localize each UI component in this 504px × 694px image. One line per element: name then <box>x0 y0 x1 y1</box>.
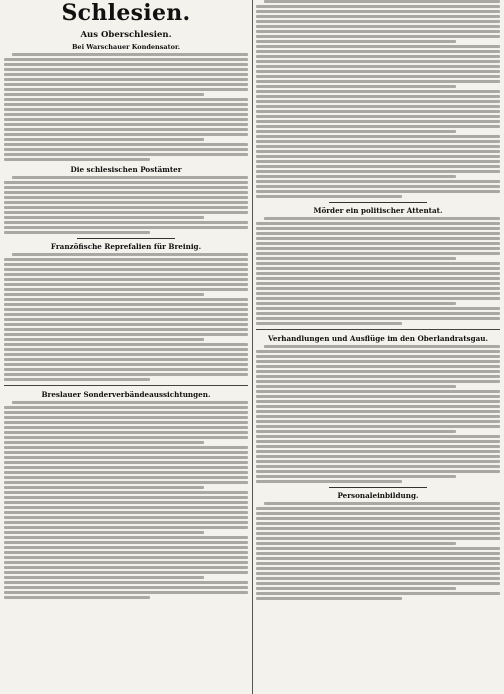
text-line-placeholder <box>4 226 248 229</box>
text-line-placeholder <box>256 95 500 98</box>
text-line-placeholder <box>4 496 248 499</box>
text-line-placeholder <box>4 263 248 266</box>
divider <box>256 329 500 330</box>
text-line-placeholder <box>256 277 500 280</box>
text-line-placeholder <box>256 420 500 423</box>
text-line-placeholder <box>256 475 456 478</box>
text-line-placeholder <box>4 288 248 291</box>
text-line-placeholder <box>4 431 248 434</box>
text-line-placeholder <box>256 292 500 295</box>
text-line-placeholder <box>4 501 248 504</box>
text-line-placeholder <box>4 216 204 219</box>
text-line-placeholder <box>256 237 500 240</box>
text-line-placeholder <box>256 567 500 570</box>
text-line-placeholder <box>256 20 500 23</box>
text-line-placeholder <box>4 411 248 414</box>
text-line-placeholder <box>256 227 500 230</box>
section-subheading: Bei Warschauer Kondensator. <box>71 43 181 51</box>
text-line-placeholder <box>256 435 500 438</box>
text-line-placeholder <box>256 365 500 368</box>
text-line-placeholder <box>256 375 500 378</box>
section-heading: Aus Oberschlesien. <box>80 30 172 40</box>
text-line-placeholder <box>4 551 248 554</box>
text-line-placeholder <box>12 401 248 404</box>
text-line-placeholder <box>264 0 500 3</box>
text-line-placeholder <box>4 118 248 121</box>
text-line-placeholder <box>256 232 500 235</box>
text-line-placeholder <box>4 63 248 66</box>
text-line-placeholder <box>4 273 248 276</box>
text-line-placeholder <box>256 410 500 413</box>
text-line-placeholder <box>4 516 248 519</box>
text-line-placeholder <box>4 318 248 321</box>
text-line-placeholder <box>256 175 456 178</box>
article-heading: Personaleinbildung. <box>337 491 419 500</box>
text-line-placeholder <box>256 145 500 148</box>
text-line-placeholder <box>4 308 248 311</box>
text-line-placeholder <box>256 592 500 595</box>
text-line-placeholder <box>12 176 248 179</box>
text-line-placeholder <box>256 517 500 520</box>
text-line-placeholder <box>4 98 248 101</box>
text-line-placeholder <box>256 537 500 540</box>
text-line-placeholder <box>4 561 248 564</box>
text-line-placeholder <box>4 506 248 509</box>
text-line-placeholder <box>256 135 500 138</box>
text-line-placeholder <box>4 298 248 301</box>
text-line-placeholder <box>256 90 500 93</box>
text-line-placeholder <box>256 85 456 88</box>
text-line-placeholder <box>256 355 500 358</box>
article-body-placeholder <box>4 176 248 234</box>
article-heading: Breslauer Sonderverbändeaussichtungen. <box>41 390 211 399</box>
text-line-placeholder <box>256 165 500 168</box>
text-line-placeholder <box>4 378 150 381</box>
text-line-placeholder <box>4 571 248 574</box>
text-line-placeholder <box>256 460 500 463</box>
text-line-placeholder <box>4 486 204 489</box>
text-line-placeholder <box>4 451 248 454</box>
text-line-placeholder <box>4 426 248 429</box>
text-line-placeholder <box>4 293 204 296</box>
text-line-placeholder <box>256 282 500 285</box>
text-line-placeholder <box>264 217 500 220</box>
text-line-placeholder <box>256 297 500 300</box>
text-line-placeholder <box>256 25 500 28</box>
text-line-placeholder <box>4 368 248 371</box>
text-line-placeholder <box>256 522 500 525</box>
text-line-placeholder <box>4 353 248 356</box>
column-divider <box>252 0 253 694</box>
text-line-placeholder <box>256 380 500 383</box>
text-line-placeholder <box>256 170 500 173</box>
text-line-placeholder <box>4 576 204 579</box>
text-line-placeholder <box>256 262 500 265</box>
text-line-placeholder <box>4 108 248 111</box>
text-line-placeholder <box>256 160 500 163</box>
text-line-placeholder <box>256 350 500 353</box>
text-line-placeholder <box>4 328 248 331</box>
text-line-placeholder <box>4 466 248 469</box>
article-body-placeholder <box>256 502 500 600</box>
text-line-placeholder <box>256 15 500 18</box>
text-line-placeholder <box>4 416 248 419</box>
text-line-placeholder <box>4 358 248 361</box>
text-line-placeholder <box>4 68 248 71</box>
text-line-placeholder <box>4 186 248 189</box>
text-line-placeholder <box>4 278 248 281</box>
text-line-placeholder <box>4 93 204 96</box>
text-line-placeholder <box>256 532 500 535</box>
text-line-placeholder <box>4 73 248 76</box>
text-line-placeholder <box>256 507 500 510</box>
divider <box>77 238 175 239</box>
text-line-placeholder <box>256 110 500 113</box>
text-line-placeholder <box>256 105 500 108</box>
text-line-placeholder <box>256 190 500 193</box>
text-line-placeholder <box>256 597 402 600</box>
text-line-placeholder <box>256 60 500 63</box>
text-line-placeholder <box>256 80 500 83</box>
text-line-placeholder <box>256 317 500 320</box>
text-line-placeholder <box>4 476 248 479</box>
text-line-placeholder <box>4 531 204 534</box>
text-line-placeholder <box>4 138 204 141</box>
text-line-placeholder <box>256 242 500 245</box>
text-line-placeholder <box>256 35 500 38</box>
text-line-placeholder <box>4 536 248 539</box>
text-line-placeholder <box>256 312 500 315</box>
text-line-placeholder <box>256 322 402 325</box>
text-line-placeholder <box>256 130 456 133</box>
text-line-placeholder <box>256 10 500 13</box>
text-line-placeholder <box>4 596 150 599</box>
text-line-placeholder <box>256 140 500 143</box>
text-line-placeholder <box>256 425 500 428</box>
article-body-placeholder <box>256 345 500 483</box>
text-line-placeholder <box>4 78 248 81</box>
text-line-placeholder <box>4 58 248 61</box>
text-line-placeholder <box>4 581 248 584</box>
text-line-placeholder <box>256 455 500 458</box>
text-line-placeholder <box>4 221 248 224</box>
text-line-placeholder <box>4 303 248 306</box>
text-line-placeholder <box>4 313 248 316</box>
text-line-placeholder <box>4 196 248 199</box>
text-line-placeholder <box>4 566 248 569</box>
text-line-placeholder <box>4 348 248 351</box>
text-line-placeholder <box>4 113 248 116</box>
text-line-placeholder <box>264 502 500 505</box>
text-line-placeholder <box>4 283 248 286</box>
article-body-placeholder <box>4 53 248 161</box>
text-line-placeholder <box>256 470 500 473</box>
text-line-placeholder <box>256 55 500 58</box>
text-line-placeholder <box>4 258 248 261</box>
text-line-placeholder <box>4 143 248 146</box>
text-line-placeholder <box>4 201 248 204</box>
text-line-placeholder <box>256 405 500 408</box>
text-line-placeholder <box>256 587 456 590</box>
text-line-placeholder <box>256 120 500 123</box>
text-line-placeholder <box>256 40 456 43</box>
text-line-placeholder <box>4 511 248 514</box>
text-line-placeholder <box>256 430 456 433</box>
text-line-placeholder <box>256 302 456 305</box>
text-line-placeholder <box>4 133 248 136</box>
text-line-placeholder <box>4 436 248 439</box>
article-body-placeholder <box>256 217 500 325</box>
text-line-placeholder <box>256 572 500 575</box>
page-title: Schlesien. <box>61 0 191 26</box>
text-line-placeholder <box>256 267 500 270</box>
text-line-placeholder <box>256 395 500 398</box>
text-line-placeholder <box>4 441 204 444</box>
article-heading: Mörder ein politischer Attentat. <box>313 206 443 215</box>
text-line-placeholder <box>4 556 248 559</box>
text-line-placeholder <box>4 586 248 589</box>
text-line-placeholder <box>12 253 248 256</box>
text-line-placeholder <box>4 231 150 234</box>
text-line-placeholder <box>256 222 500 225</box>
text-line-placeholder <box>256 415 500 418</box>
article-body-placeholder <box>4 253 248 381</box>
text-line-placeholder <box>4 158 150 161</box>
divider <box>329 487 427 488</box>
text-line-placeholder <box>12 53 248 56</box>
right-column <box>256 0 500 688</box>
text-line-placeholder <box>256 562 500 565</box>
text-line-placeholder <box>4 363 248 366</box>
text-line-placeholder <box>4 546 248 549</box>
article-body-placeholder <box>256 0 500 198</box>
text-line-placeholder <box>256 547 500 550</box>
text-line-placeholder <box>256 527 500 530</box>
text-line-placeholder <box>256 272 500 275</box>
text-line-placeholder <box>4 491 248 494</box>
text-line-placeholder <box>4 153 248 156</box>
text-line-placeholder <box>4 456 248 459</box>
text-line-placeholder <box>256 75 500 78</box>
text-line-placeholder <box>4 123 248 126</box>
text-line-placeholder <box>256 150 500 153</box>
text-line-placeholder <box>4 191 248 194</box>
text-line-placeholder <box>256 155 500 158</box>
text-line-placeholder <box>256 195 402 198</box>
article-heading: Franzöfische Reprefalien für Breinig. <box>50 242 202 251</box>
text-line-placeholder <box>4 541 248 544</box>
text-line-placeholder <box>256 180 500 183</box>
left-column <box>4 28 248 688</box>
text-line-placeholder <box>256 582 500 585</box>
text-line-placeholder <box>4 83 248 86</box>
text-line-placeholder <box>256 440 500 443</box>
text-line-placeholder <box>4 446 248 449</box>
article-heading: Verhandlungen und Ausflüge im den Oberlandratsgau. <box>268 334 488 343</box>
text-line-placeholder <box>256 185 500 188</box>
text-line-placeholder <box>4 471 248 474</box>
text-line-placeholder <box>4 521 248 524</box>
article-heading: Die schlesischen Postämter <box>70 165 182 174</box>
text-line-placeholder <box>256 30 500 33</box>
text-line-placeholder <box>4 148 248 151</box>
text-line-placeholder <box>256 542 456 545</box>
text-line-placeholder <box>4 338 204 341</box>
text-line-placeholder <box>256 115 500 118</box>
divider <box>4 385 248 386</box>
text-line-placeholder <box>4 373 248 376</box>
text-line-placeholder <box>4 88 248 91</box>
text-line-placeholder <box>4 128 248 131</box>
text-line-placeholder <box>4 526 248 529</box>
text-line-placeholder <box>256 360 500 363</box>
text-line-placeholder <box>256 65 500 68</box>
text-line-placeholder <box>4 461 248 464</box>
text-line-placeholder <box>256 445 500 448</box>
text-line-placeholder <box>256 390 500 393</box>
text-line-placeholder <box>4 323 248 326</box>
text-line-placeholder <box>4 591 248 594</box>
text-line-placeholder <box>256 552 500 555</box>
text-line-placeholder <box>256 307 500 310</box>
text-line-placeholder <box>256 370 500 373</box>
text-line-placeholder <box>256 252 500 255</box>
text-line-placeholder <box>4 333 248 336</box>
text-line-placeholder <box>256 512 500 515</box>
text-line-placeholder <box>256 557 500 560</box>
text-line-placeholder <box>256 480 402 483</box>
text-line-placeholder <box>4 268 248 271</box>
text-line-placeholder <box>4 481 248 484</box>
text-line-placeholder <box>4 181 248 184</box>
text-line-placeholder <box>256 577 500 580</box>
text-line-placeholder <box>4 343 248 346</box>
text-line-placeholder <box>264 345 500 348</box>
text-line-placeholder <box>4 406 248 409</box>
text-line-placeholder <box>4 103 248 106</box>
text-line-placeholder <box>256 100 500 103</box>
text-line-placeholder <box>256 287 500 290</box>
text-line-placeholder <box>256 400 500 403</box>
article-body-placeholder <box>4 401 248 599</box>
text-line-placeholder <box>256 465 500 468</box>
text-line-placeholder <box>4 421 248 424</box>
text-line-placeholder <box>256 50 500 53</box>
text-line-placeholder <box>256 70 500 73</box>
text-line-placeholder <box>256 45 500 48</box>
text-line-placeholder <box>256 5 500 8</box>
text-line-placeholder <box>256 450 500 453</box>
text-line-placeholder <box>256 247 500 250</box>
text-line-placeholder <box>4 211 248 214</box>
divider <box>329 202 427 203</box>
text-line-placeholder <box>256 385 456 388</box>
text-line-placeholder <box>256 257 456 260</box>
text-line-placeholder <box>4 206 248 209</box>
text-line-placeholder <box>256 125 500 128</box>
